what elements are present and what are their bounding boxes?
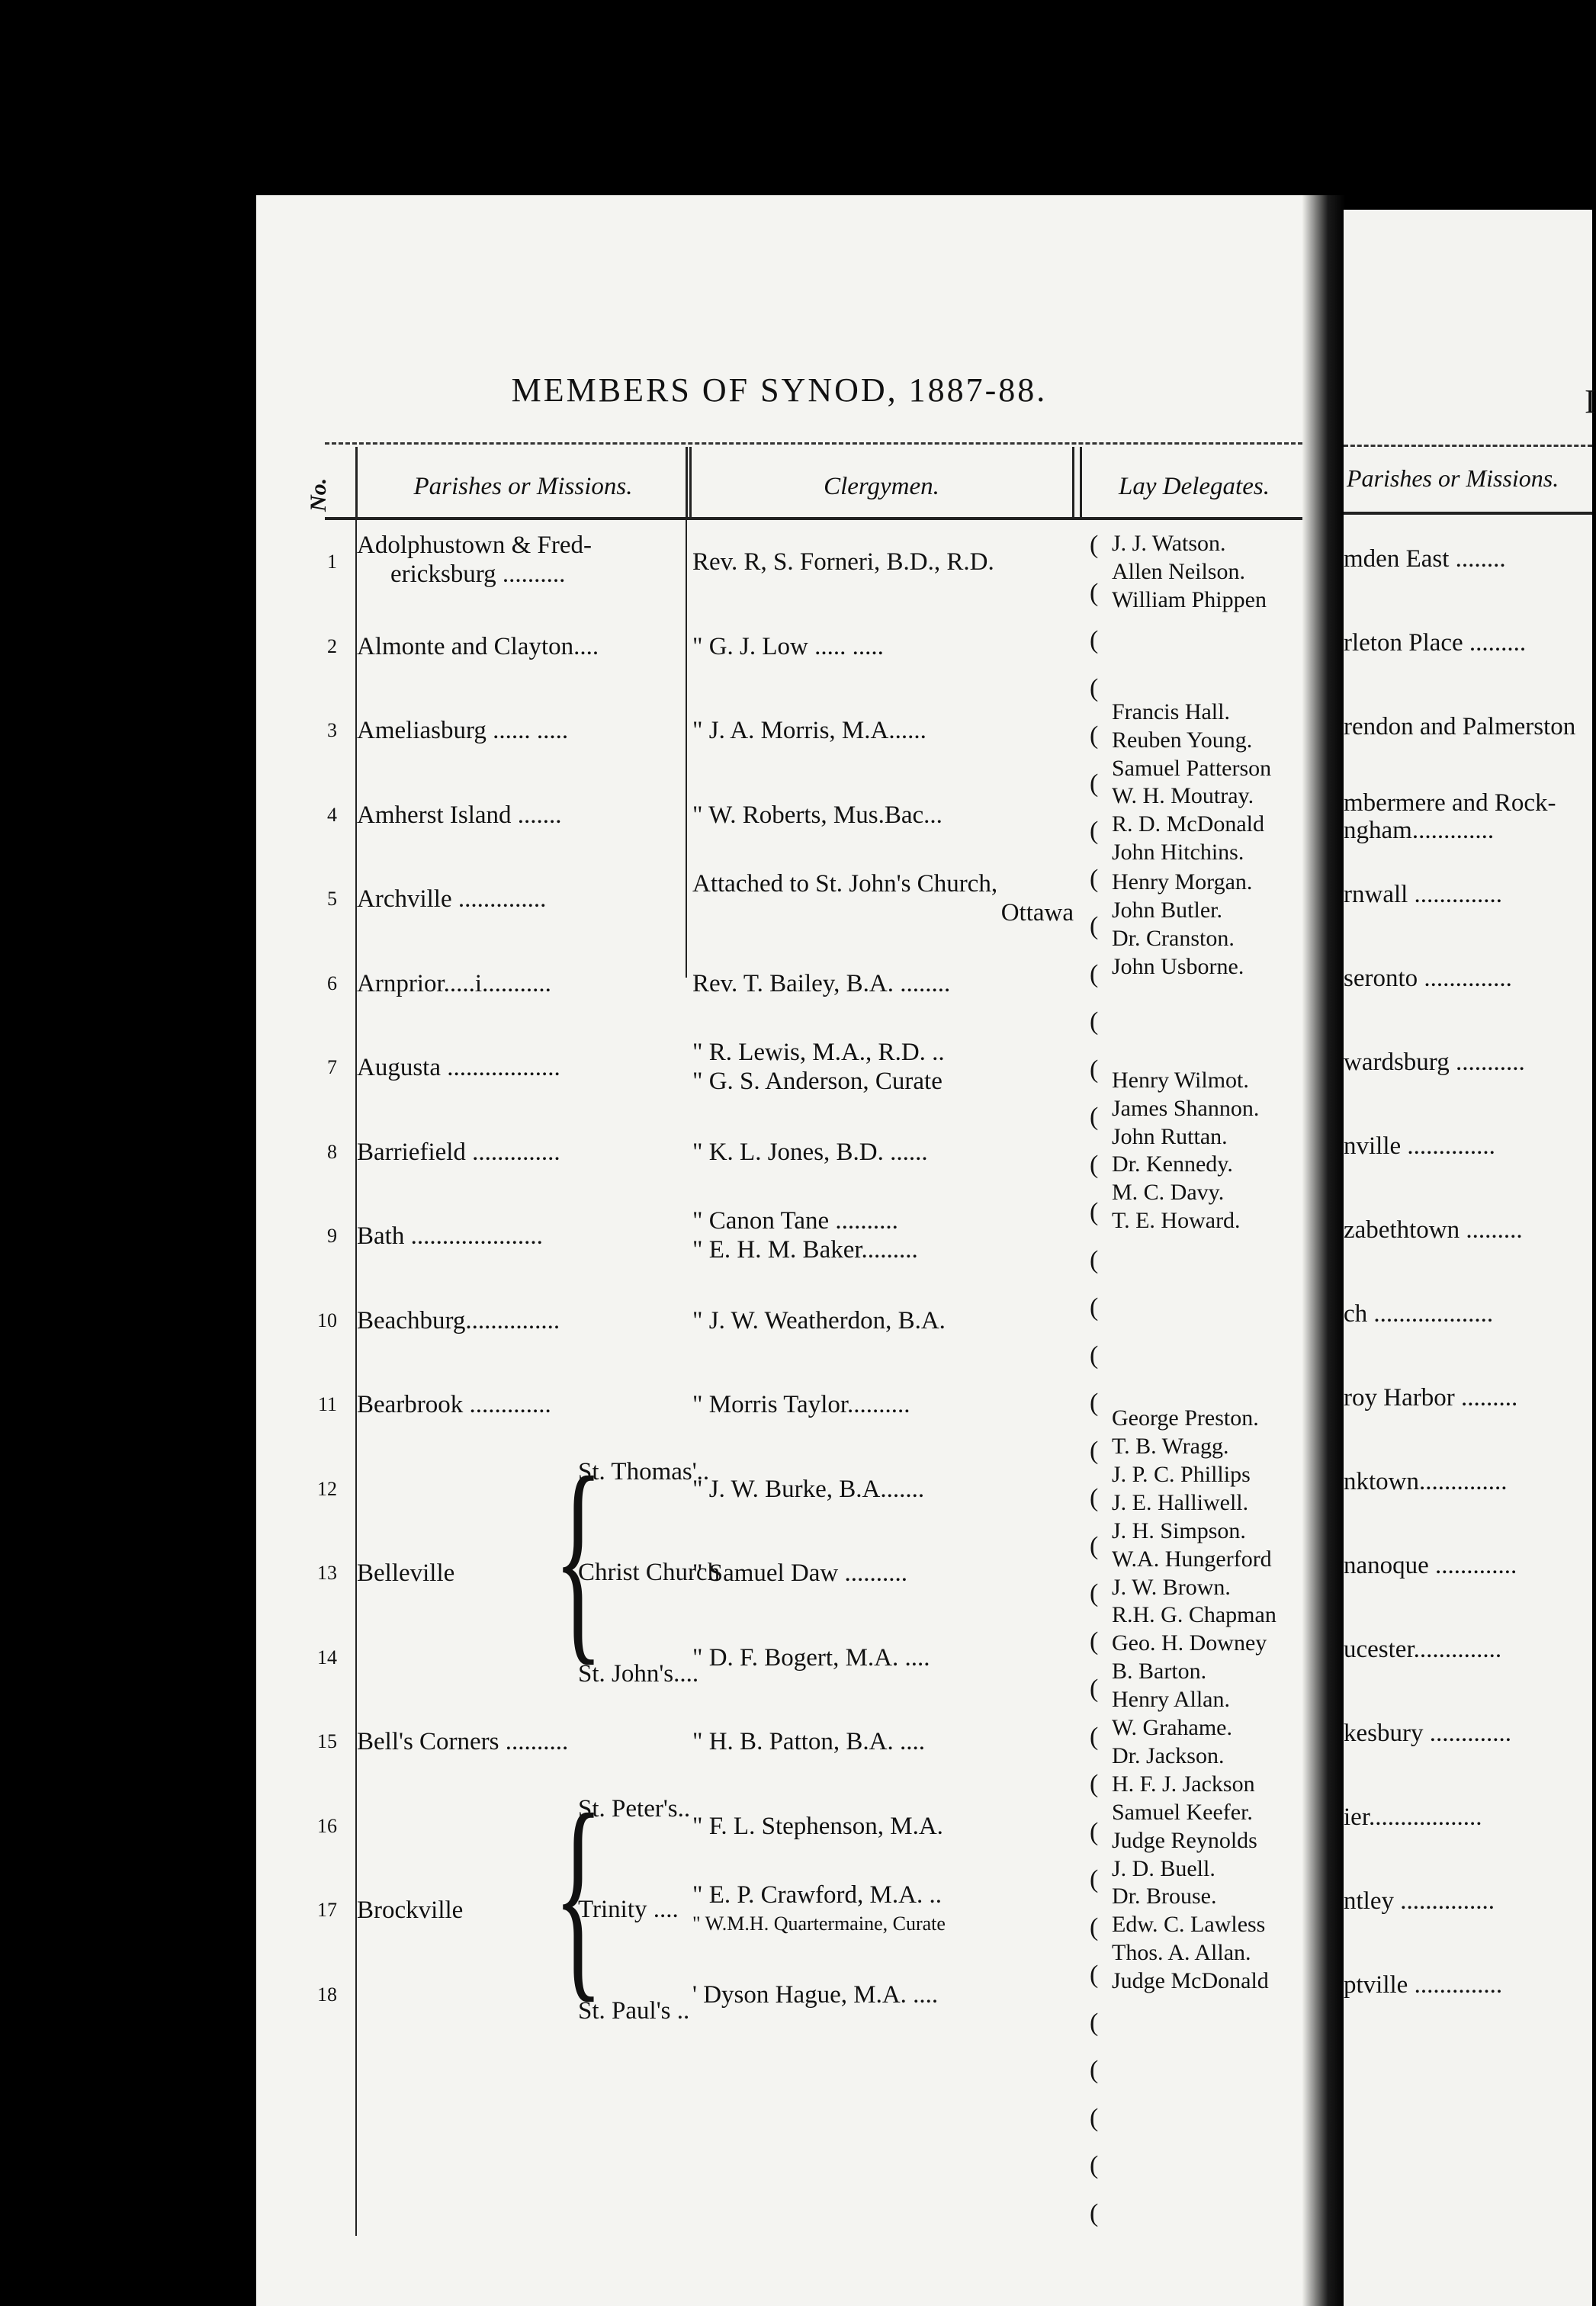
- right-page-parish: ptville ..............: [1344, 1971, 1503, 1999]
- parish-name: [357, 1306, 560, 1335]
- row-number: 16: [317, 1814, 337, 1837]
- delegate-brace: (: [1090, 1722, 1099, 1751]
- book-gutter: [1302, 195, 1345, 2306]
- parish-line: Adolphustown & Fred-: [357, 532, 592, 559]
- parish-name: [357, 1053, 560, 1082]
- right-page-item: [1344, 1132, 1592, 1216]
- parish-line-continued: ericksburg ..........: [390, 560, 566, 588]
- lay-delegate: John Ruttan.: [1112, 1123, 1228, 1149]
- row-number: 1: [327, 551, 337, 573]
- column-divider-2: [686, 447, 688, 517]
- right-page-parish: ch ...................: [1344, 1300, 1494, 1328]
- lay-delegate: Henry Morgan.: [1112, 869, 1253, 895]
- right-page-item: [1344, 1049, 1592, 1132]
- delegate-brace: (: [1090, 1484, 1099, 1512]
- clergy-line: Rev. R, S. Forneri, B.D., R.D.: [692, 548, 994, 576]
- delegate-brace: (: [1090, 1103, 1099, 1131]
- delegate-brace: (: [1090, 578, 1099, 607]
- lay-delegate: H. F. J. Jackson: [1112, 1771, 1255, 1797]
- column-divider-4: [1072, 447, 1074, 517]
- lay-delegate: Dr. Brouse.: [1112, 1884, 1217, 1909]
- clergy-line: " F. L. Stephenson, M.A.: [692, 1812, 943, 1840]
- lay-delegate: R. D. McDonald: [1112, 811, 1264, 837]
- lay-delegate: Henry Allan.: [1112, 1687, 1230, 1713]
- clergy-line: " E. H. M. Baker.........: [692, 1236, 918, 1264]
- clergy-line: " J. A. Morris, M.A......: [692, 717, 926, 744]
- lay-delegate: W. Grahame.: [1112, 1715, 1232, 1740]
- delegate-brace: (: [1090, 1627, 1099, 1656]
- clergy-line: " Canon Tane ..........: [692, 1207, 898, 1235]
- delegate-brace: (: [1090, 817, 1099, 845]
- lay-delegate: Edw. C. Lawless: [1112, 1912, 1266, 1938]
- lay-delegate: Allen Neilson.: [1112, 558, 1245, 584]
- right-page-item: [1344, 881, 1592, 965]
- delegate-brace: (: [1090, 531, 1099, 559]
- clergy-line: " G. J. Low ..... .....: [692, 632, 884, 660]
- lay-delegate: Dr. Jackson.: [1112, 1742, 1225, 1768]
- lay-delegate: George Preston.: [1112, 1405, 1259, 1431]
- parish-line: Bath .....................: [357, 1222, 543, 1250]
- clergyman: [692, 1306, 1324, 1335]
- parish-name: [357, 632, 599, 661]
- right-page-item: [1344, 1636, 1592, 1720]
- lay-delegate: John Butler.: [1112, 898, 1223, 923]
- right-page-parish: nktown..............: [1344, 1468, 1508, 1495]
- delegate-brace: (: [1090, 2056, 1099, 2084]
- right-page-item: [1344, 1720, 1592, 1803]
- row-number: 4: [327, 803, 337, 826]
- right-page-parish: rleton Place .........: [1344, 629, 1527, 657]
- delegate-brace: (: [1090, 626, 1099, 654]
- right-page-parish: rendon and Palmerston: [1344, 713, 1576, 740]
- delegate-brace: (: [1090, 673, 1099, 702]
- right-page-parish: wardsburg ...........: [1344, 1049, 1525, 1076]
- delegate-brace: (: [1090, 1961, 1099, 1989]
- right-page-parish: rnwall ..............: [1344, 881, 1503, 908]
- parish-line: Belleville: [357, 1559, 455, 1587]
- delegate-brace: (: [1090, 1198, 1099, 1226]
- lay-delegate: Samuel Patterson: [1112, 755, 1272, 781]
- delegate-brace: (: [1090, 1293, 1099, 1322]
- delegate-brace: (: [1090, 1865, 1099, 1893]
- right-page-item: [1344, 1552, 1592, 1636]
- parish-line: Ameliasburg ...... .....: [357, 717, 569, 744]
- parish-line: Almonte and Clayton....: [357, 632, 599, 660]
- lay-delegate: John Hitchins.: [1112, 840, 1244, 866]
- lay-delegate: R.H. G. Chapman: [1112, 1602, 1276, 1628]
- parish-name: [357, 801, 562, 830]
- delegate-brace: (: [1090, 769, 1099, 798]
- belleville-brace: {: [554, 1430, 603, 1684]
- right-page-item: [1344, 965, 1592, 1049]
- right-header-parishes: Parishes or Missions.: [1347, 464, 1559, 492]
- lay-delegate: J. E. Halliwell.: [1112, 1489, 1249, 1515]
- delegate-brace: (: [1090, 721, 1099, 750]
- lay-delegate: M. C. Davy.: [1112, 1180, 1225, 1206]
- lay-delegate: J. J. Watson.: [1112, 531, 1226, 556]
- parish-name: [357, 1559, 454, 1588]
- clergy-line: " Samuel Daw ..........: [692, 1559, 908, 1587]
- right-page-item: [1344, 1803, 1592, 1887]
- header-bottom-rule: [325, 517, 1302, 520]
- right-header-bottom-rule: [1344, 512, 1592, 515]
- clergy-line: Attached to St. John's Church,: [692, 870, 998, 898]
- header-top-rule: [325, 442, 1302, 445]
- clergy-line: " D. F. Bogert, M.A. ....: [692, 1643, 930, 1672]
- clergy-line: " J. W. Burke, B.A.......: [692, 1475, 925, 1503]
- clergy-line: Ottawa: [1000, 899, 1074, 927]
- row-number: 14: [317, 1646, 337, 1668]
- sub-parish-name: Trinity ....: [578, 1896, 679, 1923]
- row-number: 15: [317, 1730, 337, 1752]
- row-number: 3: [327, 719, 337, 741]
- parish-line: Arnprior.....i...........: [357, 969, 551, 997]
- clergy-line: " K. L. Jones, B.D. ......: [692, 1138, 928, 1166]
- brockville-brace: {: [554, 1767, 603, 2021]
- sub-parish-name: St. Paul's ..: [578, 1996, 690, 2025]
- clergy-line: " J. W. Weatherdon, B.A.: [692, 1306, 946, 1334]
- delegate-brace: (: [1090, 864, 1099, 893]
- sub-parish-name: St. John's....: [578, 1659, 699, 1688]
- parish-name: [357, 1727, 568, 1756]
- clergy-line: " W. Roberts, Mus.Bac...: [692, 801, 943, 829]
- clergyman: [692, 632, 1324, 661]
- delegate-brace: (: [1090, 959, 1099, 988]
- lay-delegate: Dr. Cranston.: [1112, 925, 1235, 951]
- lay-delegate: Francis Hall.: [1112, 699, 1230, 724]
- right-page-item: [1344, 545, 1592, 629]
- right-page-item: [1344, 1216, 1592, 1300]
- delegate-brace: (: [1090, 912, 1099, 940]
- delegate-brace: (: [1090, 1245, 1099, 1274]
- delegate-brace: (: [1090, 1055, 1099, 1084]
- header-parishes: Parishes or Missions.: [413, 473, 633, 500]
- right-header-top-rule: [1344, 445, 1592, 447]
- delegate-brace: (: [1090, 1341, 1099, 1370]
- delegate-brace: (: [1090, 2103, 1099, 2132]
- row-number: 17: [317, 1899, 337, 1921]
- lay-delegate: William Phippen: [1112, 586, 1267, 612]
- delegate-brace: (: [1090, 1389, 1099, 1417]
- parish-line: Brockville: [357, 1897, 464, 1924]
- lay-delegate: James Shannon.: [1112, 1095, 1260, 1121]
- right-page-parish: zabethtown .........: [1344, 1216, 1523, 1244]
- row-number: 7: [327, 1056, 337, 1078]
- lay-delegate: Samuel Keefer.: [1112, 1799, 1253, 1825]
- lay-delegate: John Usborne.: [1112, 953, 1244, 979]
- clergy-line: " E. P. Crawford, M.A. ..: [692, 1881, 942, 1909]
- right-page-parish: nville ..............: [1344, 1132, 1495, 1160]
- right-page-title: I: [1585, 383, 1596, 420]
- right-page-parish: ngham.............: [1344, 817, 1495, 844]
- lay-delegate: T. B. Wragg.: [1112, 1434, 1229, 1459]
- clergy-line: " H. B. Patton, B.A. ....: [692, 1728, 925, 1755]
- parish-line: Bearbrook .............: [357, 1391, 551, 1418]
- clergy-line: " Morris Taylor..........: [692, 1391, 910, 1418]
- sub-parish-name: Christ Church: [578, 1559, 721, 1586]
- right-page-item: [1344, 1887, 1592, 1971]
- lay-delegate: J. D. Buell.: [1112, 1855, 1215, 1881]
- row-number: 6: [327, 972, 337, 994]
- parish-name: [357, 969, 551, 998]
- header-number: No.: [306, 477, 331, 512]
- right-page-item: [1344, 1468, 1592, 1552]
- clergy-line: " G. S. Anderson, Curate: [692, 1068, 943, 1095]
- right-page-parish: seronto ..............: [1344, 965, 1512, 992]
- row-number: 18: [317, 1983, 337, 2006]
- lay-delegate: Reuben Young.: [1112, 727, 1253, 753]
- delegate-brace: (: [1090, 2198, 1099, 2227]
- parish-name: [357, 1138, 560, 1167]
- lay-delegate: W.A. Hungerford: [1112, 1546, 1272, 1572]
- parish-name: [357, 1896, 463, 1925]
- lay-delegate: Judge Reynolds: [1112, 1827, 1257, 1853]
- row-number: 12: [317, 1477, 337, 1500]
- left-page: [256, 195, 1302, 2306]
- lay-delegate: J. H. Simpson.: [1112, 1518, 1246, 1543]
- delegate-brace: (: [1090, 1531, 1099, 1560]
- parish-name: [357, 1222, 543, 1251]
- sub-parish-name: St. Thomas'..: [578, 1457, 710, 1485]
- lay-delegate: T. E. Howard.: [1112, 1208, 1241, 1234]
- parish-line: Beachburg...............: [357, 1306, 560, 1334]
- page-title: MEMBERS OF SYNOD, 1887-88.: [511, 371, 1048, 409]
- lay-delegate: J. W. Brown.: [1112, 1574, 1231, 1600]
- delegate-brace: (: [1090, 1817, 1099, 1846]
- delegate-brace: (: [1090, 1913, 1099, 1941]
- parish-line: Archville ..............: [357, 885, 547, 913]
- row-number: 11: [317, 1393, 337, 1415]
- delegate-brace: (: [1090, 2008, 1099, 2037]
- parish-line: Barriefield ..............: [357, 1138, 560, 1166]
- right-page-parish: ucester..............: [1344, 1636, 1502, 1663]
- right-page-item: [1344, 629, 1592, 713]
- delegate-brace: (: [1090, 1007, 1099, 1036]
- right-page-parish: mden East ........: [1344, 545, 1506, 573]
- row-number: 8: [327, 1140, 337, 1163]
- lay-delegate: Dr. Kennedy.: [1112, 1151, 1233, 1177]
- right-page-parish: ntley ...............: [1344, 1887, 1495, 1915]
- row-number: 5: [327, 888, 337, 910]
- delegate-brace: (: [1090, 1579, 1099, 1607]
- right-page-parish: roy Harbor .........: [1344, 1384, 1518, 1412]
- table-row: [256, 1289, 1302, 1373]
- parish-line: Amherst Island .......: [357, 801, 562, 829]
- row-number: 2: [327, 634, 337, 657]
- right-page: [1344, 210, 1596, 2306]
- right-page-parish: kesbury .............: [1344, 1720, 1511, 1747]
- header-lay-delegates: Lay Delegates.: [1119, 473, 1270, 500]
- row-number: 13: [317, 1562, 337, 1584]
- parish-name: [357, 1390, 551, 1419]
- clergy-line: " R. Lewis, M.A., R.D. ..: [692, 1039, 945, 1066]
- table-row: [256, 615, 1302, 699]
- sub-parish-name: St. Peter's..: [578, 1794, 691, 1823]
- lay-delegate: J. P. C. Phillips: [1112, 1461, 1251, 1487]
- row-number: 9: [327, 1225, 337, 1247]
- parish-line: Augusta ..................: [357, 1054, 560, 1081]
- lay-delegate: B. Barton.: [1112, 1659, 1207, 1685]
- header-clergymen: Clergymen.: [824, 473, 939, 500]
- right-page-parish: ier..................: [1344, 1803, 1482, 1831]
- delegate-brace: (: [1090, 1770, 1099, 1798]
- right-page-item: [1344, 1971, 1592, 2055]
- right-page-item: [1344, 1300, 1592, 1384]
- clergy-line: ' Dyson Hague, M.A. ....: [692, 1980, 939, 2009]
- row-number: 10: [317, 1309, 337, 1331]
- lay-delegate: Thos. A. Allan.: [1112, 1940, 1251, 1966]
- parish-name: [357, 716, 568, 745]
- delegate-brace: (: [1090, 1675, 1099, 1703]
- right-page-parish: nanoque .............: [1344, 1552, 1517, 1579]
- lay-delegate: Henry Wilmot.: [1112, 1067, 1249, 1093]
- clergy-line: " W.M.H. Quartermaine, Curate: [692, 1913, 946, 1935]
- delegate-brace: (: [1090, 2151, 1099, 2179]
- lay-delegate: Geo. H. Downey: [1112, 1630, 1267, 1656]
- parish-line: Bell's Corners ..........: [357, 1728, 569, 1755]
- right-page-item: [1344, 713, 1592, 797]
- right-page-item: [1344, 1384, 1592, 1468]
- right-page-parish: mbermere and Rock-: [1344, 789, 1556, 817]
- delegate-brace: (: [1090, 1436, 1099, 1465]
- parish-name: [357, 531, 592, 589]
- delegate-brace: (: [1090, 1150, 1099, 1179]
- clergy-line: Rev. T. Bailey, B.A. ........: [692, 969, 951, 997]
- lay-delegate: W. H. Moutray.: [1112, 783, 1254, 809]
- lay-delegate: Judge McDonald: [1112, 1968, 1269, 1994]
